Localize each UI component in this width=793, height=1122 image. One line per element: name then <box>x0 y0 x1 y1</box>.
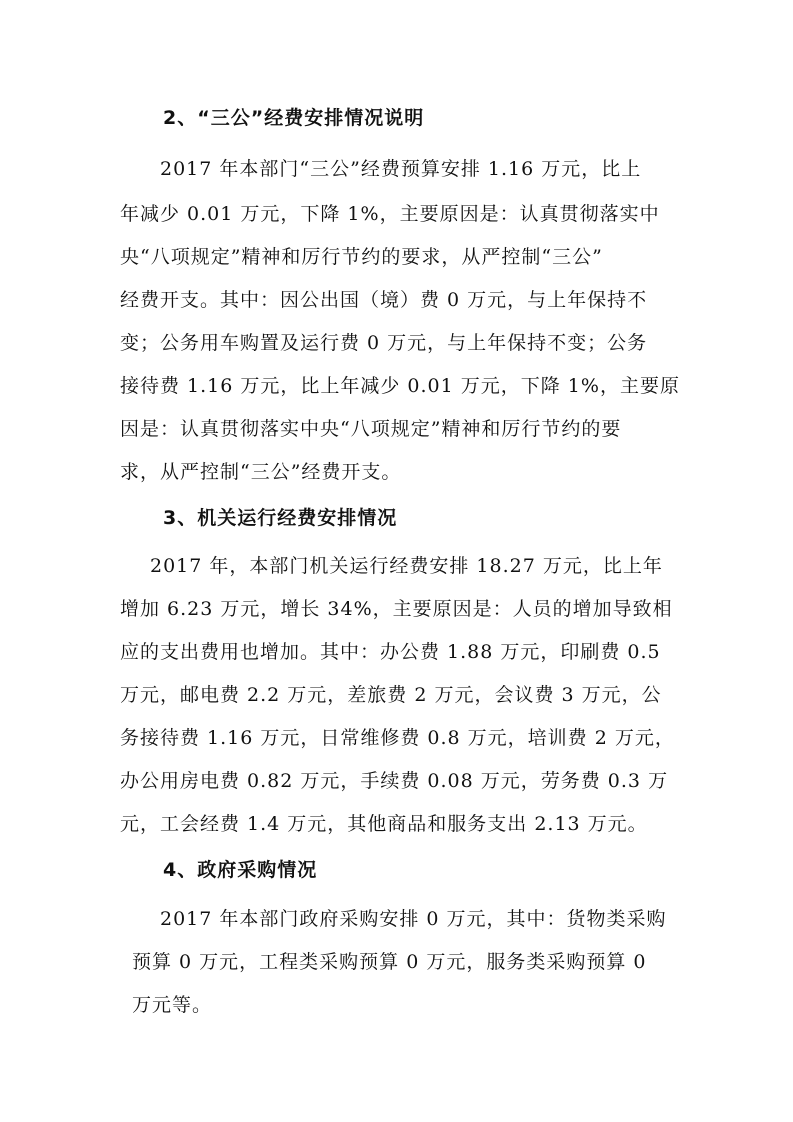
paragraph-line: 预算 0 万元，工程类采购预算 0 万元，服务类采购预算 0 <box>132 951 647 973</box>
paragraph-line: 办公用房电费 0.82 万元，手续费 0.08 万元，劳务费 0.3 万 <box>120 770 669 792</box>
paragraph-line: 年减少 0.01 万元，下降 1%，主要原因是：认真贯彻落实中 <box>120 203 660 225</box>
paragraph-line: 万元等。 <box>132 994 213 1016</box>
section-heading-procurement: 4、政府采购情况 <box>163 859 318 881</box>
paragraph-line: 经费开支。其中：因公出国（境）费 0 万元，与上年保持不 <box>120 289 648 311</box>
paragraph-line: 变；公务用车购置及运行费 0 万元，与上年保持不变；公务 <box>120 332 648 354</box>
paragraph-line: 求，从严控制“三公”经费开支。 <box>120 461 402 483</box>
paragraph-line: 2017 年本部门“三公”经费预算安排 1.16 万元，比上 <box>160 158 642 180</box>
paragraph-line: 2017 年，本部门机关运行经费安排 18.27 万元，比上年 <box>150 555 663 577</box>
paragraph-line: 元，工会经费 1.4 万元，其他商品和服务支出 2.13 万元。 <box>120 813 648 835</box>
paragraph-line: 应的支出费用也增加。其中：办公费 1.88 万元，印刷费 0.5 <box>120 641 661 663</box>
paragraph-line: 接待费 1.16 万元，比上年减少 0.01 万元，下降 1%，主要原 <box>120 375 680 397</box>
paragraph-line: 央“八项规定”精神和厉行节约的要求，从严控制“三公” <box>120 246 603 268</box>
paragraph-line: 万元，邮电费 2.2 万元，差旅费 2 万元，会议费 3 万元，公 <box>120 684 662 706</box>
paragraph-line: 2017 年本部门政府采购安排 0 万元，其中：货物类采购 <box>160 908 667 930</box>
paragraph-line: 务接待费 1.16 万元，日常维修费 0.8 万元，培训费 2 万元， <box>120 727 675 749</box>
section-heading-sanggong: 2、“三公”经费安排情况说明 <box>163 107 425 129</box>
paragraph-line: 增加 6.23 万元，增长 34%，主要原因是：人员的增加导致相 <box>120 598 673 620</box>
paragraph-line: 因是：认真贯彻落实中央“八项规定”精神和厉行节约的要 <box>120 418 622 440</box>
section-heading-operating-expenses: 3、机关运行经费安排情况 <box>163 507 398 529</box>
